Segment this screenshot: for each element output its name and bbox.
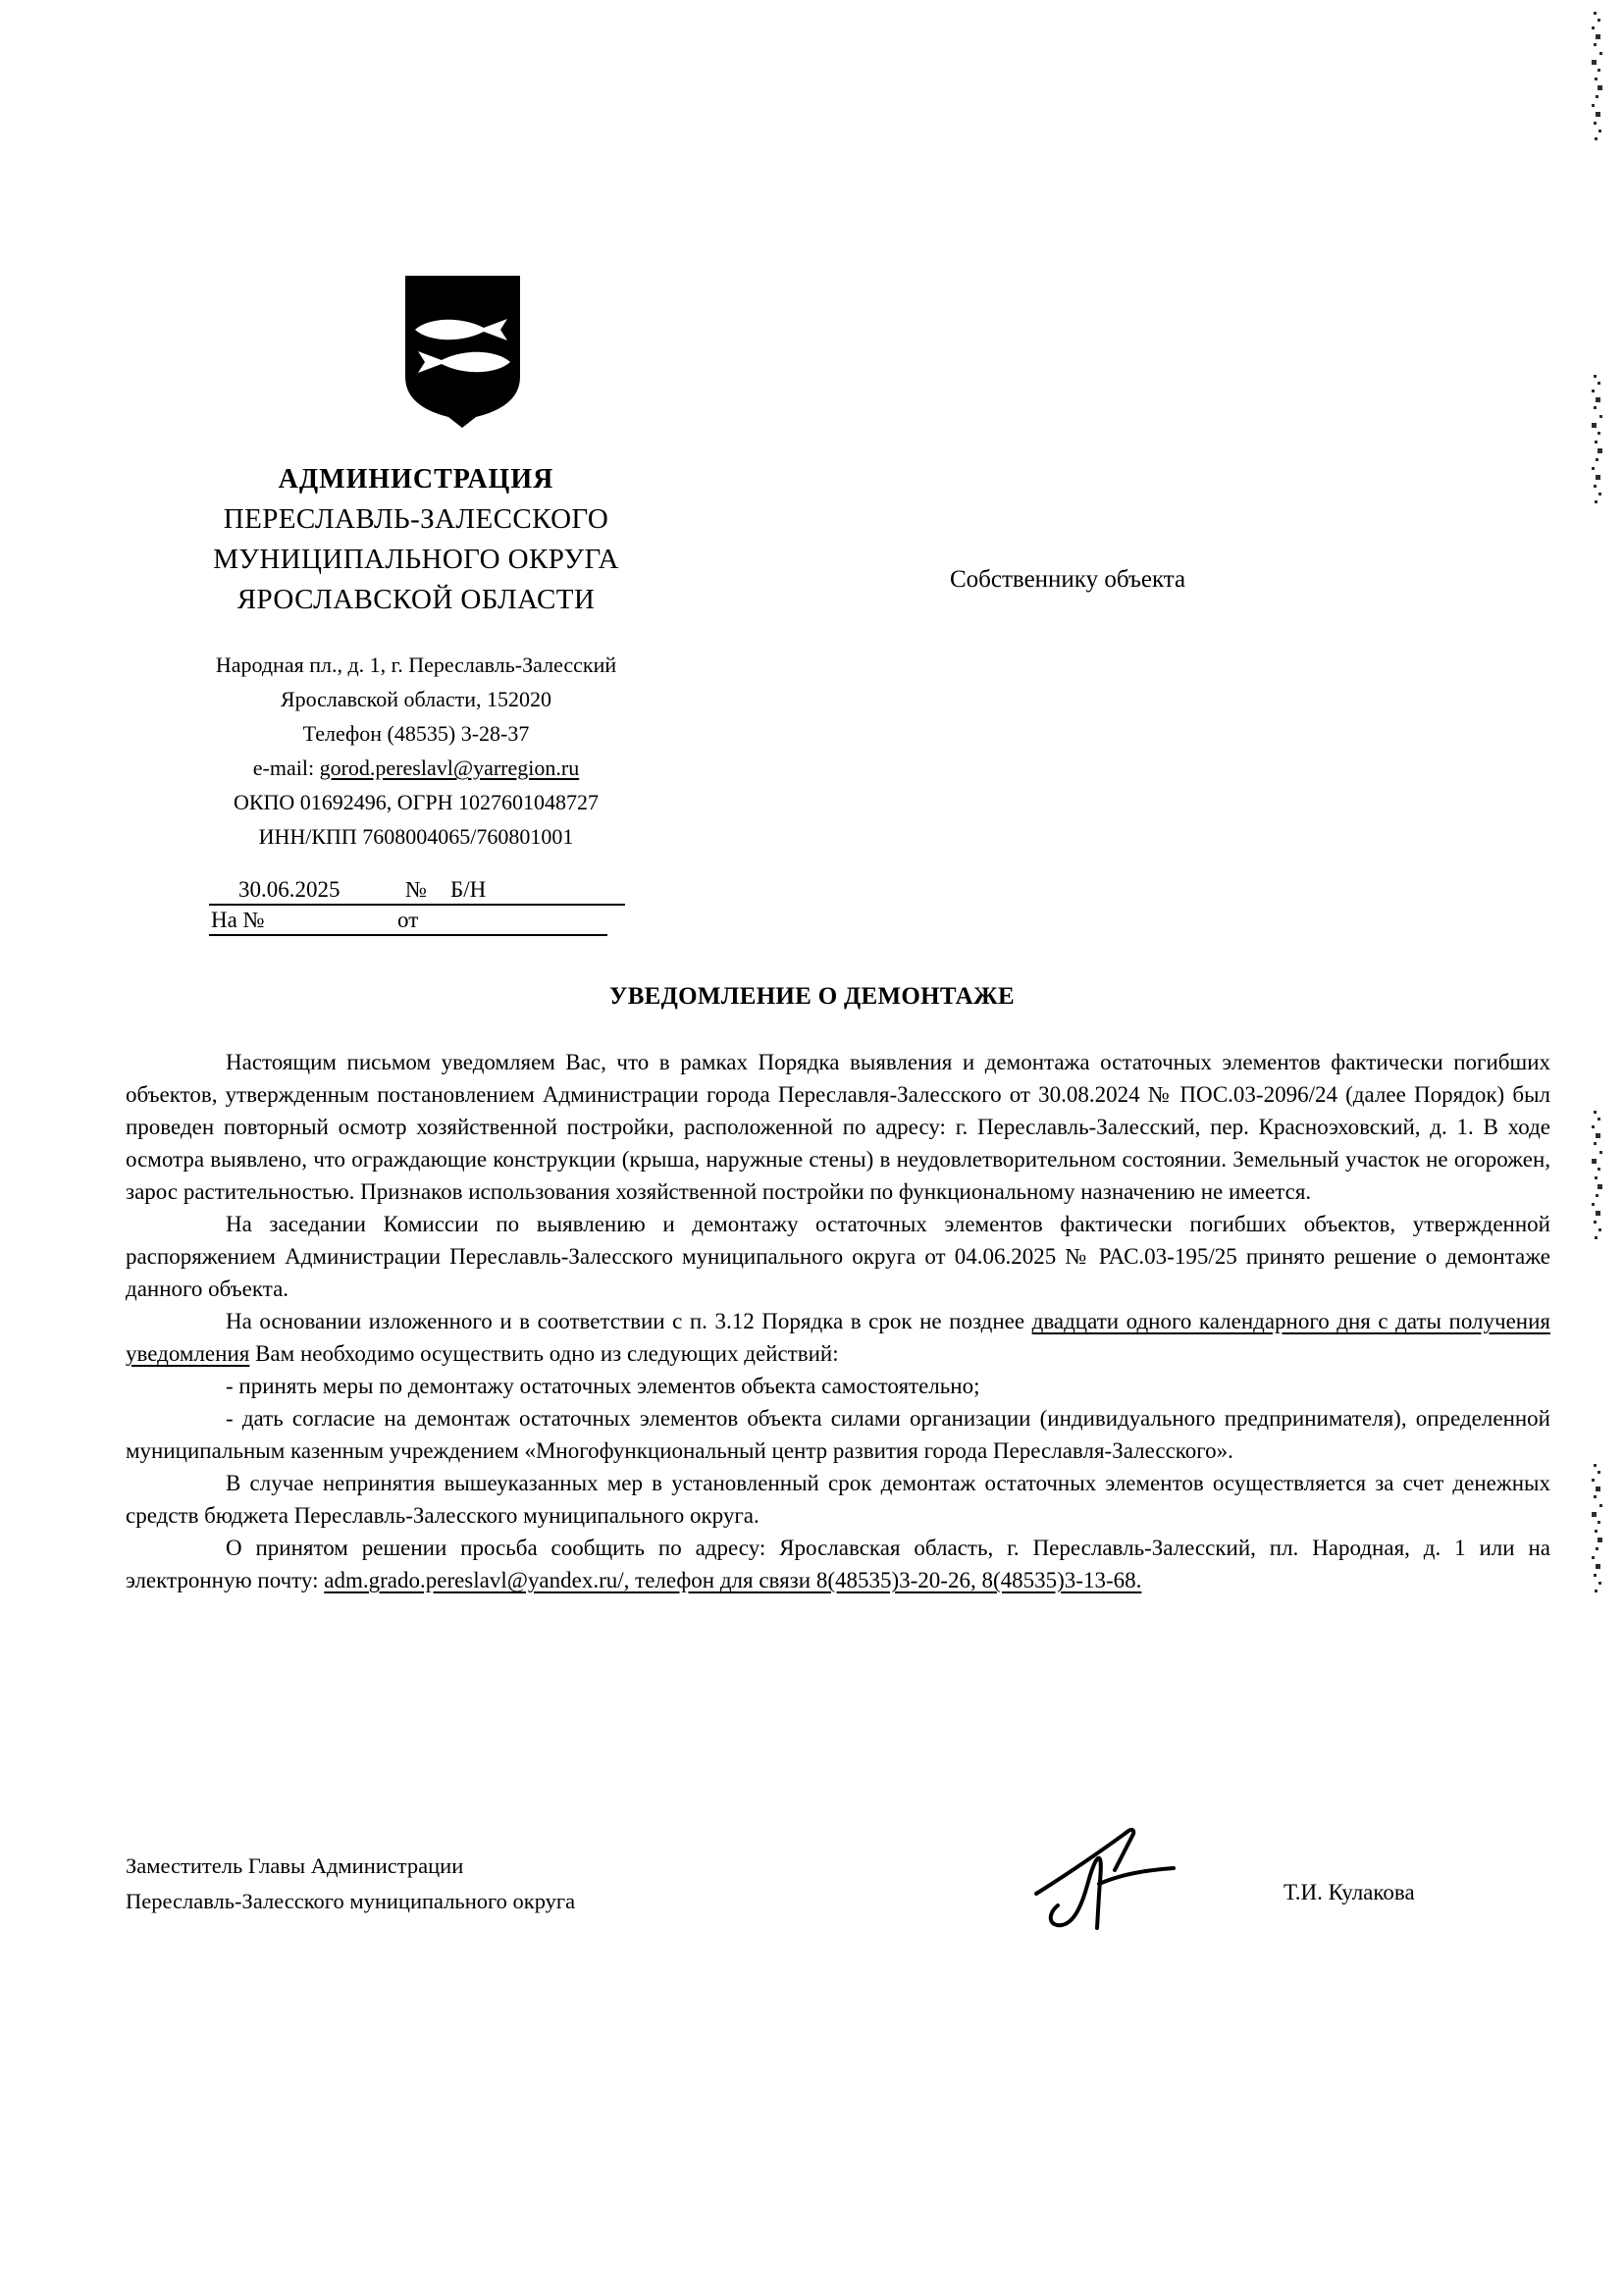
body-paragraph-2 [126,1208,1550,1305]
signatory-position-line-2: Переславль-Залесского муниципального округа [126,1889,576,1913]
org-address-line-2: Ярославской области, 152020 [280,687,552,711]
body-paragraph-5 [126,1402,1550,1467]
org-name-line-2: ПЕРЕСЛАВЛЬ-ЗАЛЕССКОГО [223,503,609,535]
body-paragraph-6 [126,1467,1550,1532]
outgoing-ref-line [209,876,625,906]
number-sign: № [405,877,427,902]
body-paragraph-3 [126,1305,1550,1370]
org-codes-line-1: ОКПО 01692496, ОГРН 1027601048727 [233,790,600,814]
reply-from-label: от [397,908,419,932]
paragraph-text: Вам необходимо осуществить одно из следующих действий: [249,1341,839,1366]
paragraph-text: В случае непринятия вышеуказанных мер в установленный срок демонтаж остаточных элементов осуществляется за счет денежных средств бюджета Переславль-Залесского муниципального округа. [126,1471,1550,1528]
org-name-line-4: ЯРОСЛАВСКОЙ ОБЛАСТИ [236,584,596,615]
underlined-text: adm.grado.pereslavl@yandex.ru/, телефон для связи 8(48535)3-20-26, 8(48535)3-13-68. [324,1568,1142,1592]
email-label: e-mail: [252,756,320,780]
signatory-name: Т.И. Кулакова [1283,1880,1415,1904]
org-address-line-3: Телефон (48535) 3-28-37 [302,721,530,746]
signatory-position [126,1849,575,1919]
reply-prefix: На № [211,908,265,932]
org-codes-line-2: ИНН/КПП 7608004065/760801001 [258,824,574,849]
underlined-text: двадцати одного календарного дня с даты получения уведомления [126,1309,1550,1366]
org-name-line-3: МУНИЦИПАЛЬНОГО ОКРУГА [213,544,619,575]
letter-body [126,1046,1550,1596]
org-name-block [126,459,707,620]
org-address-line-1: Народная пл., д. 1, г. Переславль-Залесский [215,652,617,677]
scan-noise [1594,375,1597,378]
paragraph-text: На заседании Комиссии по выявлению и демонтажу остаточных элементов фактически погибших объектов, утвержденной распоряжением Администрации Переславль-Залесского муниципального округа от 04.06.2025 № РАС.03-195/25 принято решение о демонтаже данного объекта. [126,1212,1550,1301]
body-paragraph-7 [126,1532,1550,1596]
letter-date: 30.06.2025 [238,877,341,902]
org-contacts-block [126,648,707,854]
body-paragraph-4 [126,1370,1550,1402]
addressee-line: Собственнику объекта [950,566,1186,593]
document-title: УВЕДОМЛЕНИЕ О ДЕМОНТАЖЕ [609,983,1015,1010]
body-paragraph-1 [126,1046,1550,1208]
handwritten-signature-icon [1028,1823,1178,1931]
paragraph-text: О принятом решении просьба сообщить по адресу: Ярославская область, г. Переславль-Залесский, пл. Народная, д. 1 или на электронную почту: [126,1536,1550,1592]
incoming-ref-line [209,906,607,936]
coat-of-arms-emblem [405,276,520,430]
scan-noise [1594,1111,1597,1114]
shield-shape [405,276,520,428]
signatory-position-line-1: Заместитель Главы Администрации [126,1853,464,1878]
letter-number: Б/Н [450,877,487,902]
paragraph-text: - принять меры по демонтажу остаточных элементов объекта самостоятельно; [226,1374,980,1398]
paragraph-text: Настоящим письмом уведомляем Вас, что в рамках Порядка выявления и демонтажа остаточных элементов фактически погибших объектов, утвержденным постановлением Администрации города Переславля-Залесского от 30.08.2024 № ПОС.03-2096/24 (далее Порядок) был проведен повторный осмотр хозяйственной постройки, расположенной по адресу: г. Переславль-Залесский, пер. Красноэховский, д. 1. В ходе осмотра выявлено, что ограждающие конструкции (крыша, наружные стены) в неудовлетворительном состоянии. Земельный участок не огорожен, зарос растительностью. Признаков использования хозяйственной постройки по функциональному назначению не имеется. [126,1050,1550,1204]
scan-noise [1594,1464,1597,1467]
paragraph-text: На основании изложенного и в соответствии с п. 3.12 Порядка в срок не позднее [226,1309,1032,1333]
org-email-line [126,751,707,785]
scan-noise [1594,12,1597,15]
org-name-line-1: АДМИНИСТРАЦИЯ [278,464,554,495]
paragraph-text: - дать согласие на демонтаж остаточных элементов объекта силами организации (индивидуального предпринимателя), определенной муниципальным казенным учреждением «Многофункциональный центр развития города Переславля-Залесского». [126,1406,1550,1463]
reference-block [209,876,625,936]
org-email: gorod.pereslavl@yarregion.ru [319,756,580,780]
